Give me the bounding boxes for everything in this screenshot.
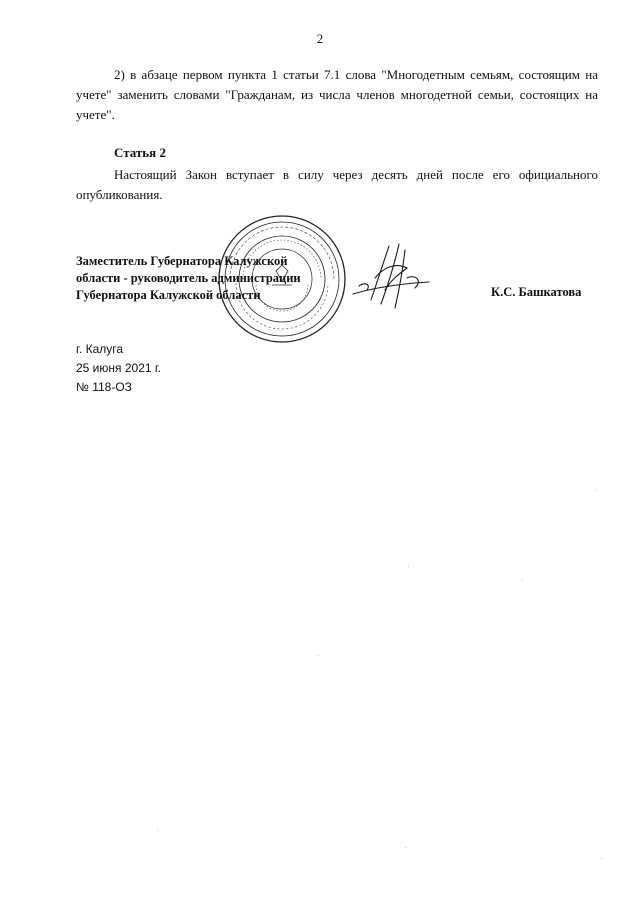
scan-speck [522, 579, 523, 580]
page-number: 2 [316, 31, 324, 46]
handwritten-signature-icon [345, 238, 435, 318]
signatory-title-line: Заместитель Губернатора Калужской [76, 254, 288, 268]
city-of-signing: г. Калуга [76, 342, 124, 356]
scan-speck [601, 858, 602, 859]
signatory-title-line: Губернатора Калужской области [76, 288, 261, 302]
signatory-title [76, 253, 301, 304]
amendment-paragraph: 2) в абзаце первом пункта 1 статьи 7.1 слова "Многодетным семьям, состоящим на учете" заменить словами "Гражданам, из числа членов многодетной семьи, состоящих на учете". [76, 67, 598, 122]
signatory-title-line: области - руководитель администрации [76, 271, 301, 285]
scan-speck [595, 490, 596, 491]
article-heading: Статья 2 [114, 145, 166, 160]
signatory-name: К.С. Башкатова [491, 285, 582, 299]
scan-speck [405, 847, 406, 848]
document-meta [76, 340, 161, 397]
scan-speck [318, 655, 319, 656]
scan-speck [408, 566, 409, 567]
signing-date: 25 июня 2021 г. [76, 361, 162, 375]
scan-speck [157, 830, 158, 831]
law-number: № 118-ОЗ [76, 380, 132, 394]
article-body-paragraph: Настоящий Закон вступает в силу через десять дней после его официального опубликования. [76, 167, 598, 202]
